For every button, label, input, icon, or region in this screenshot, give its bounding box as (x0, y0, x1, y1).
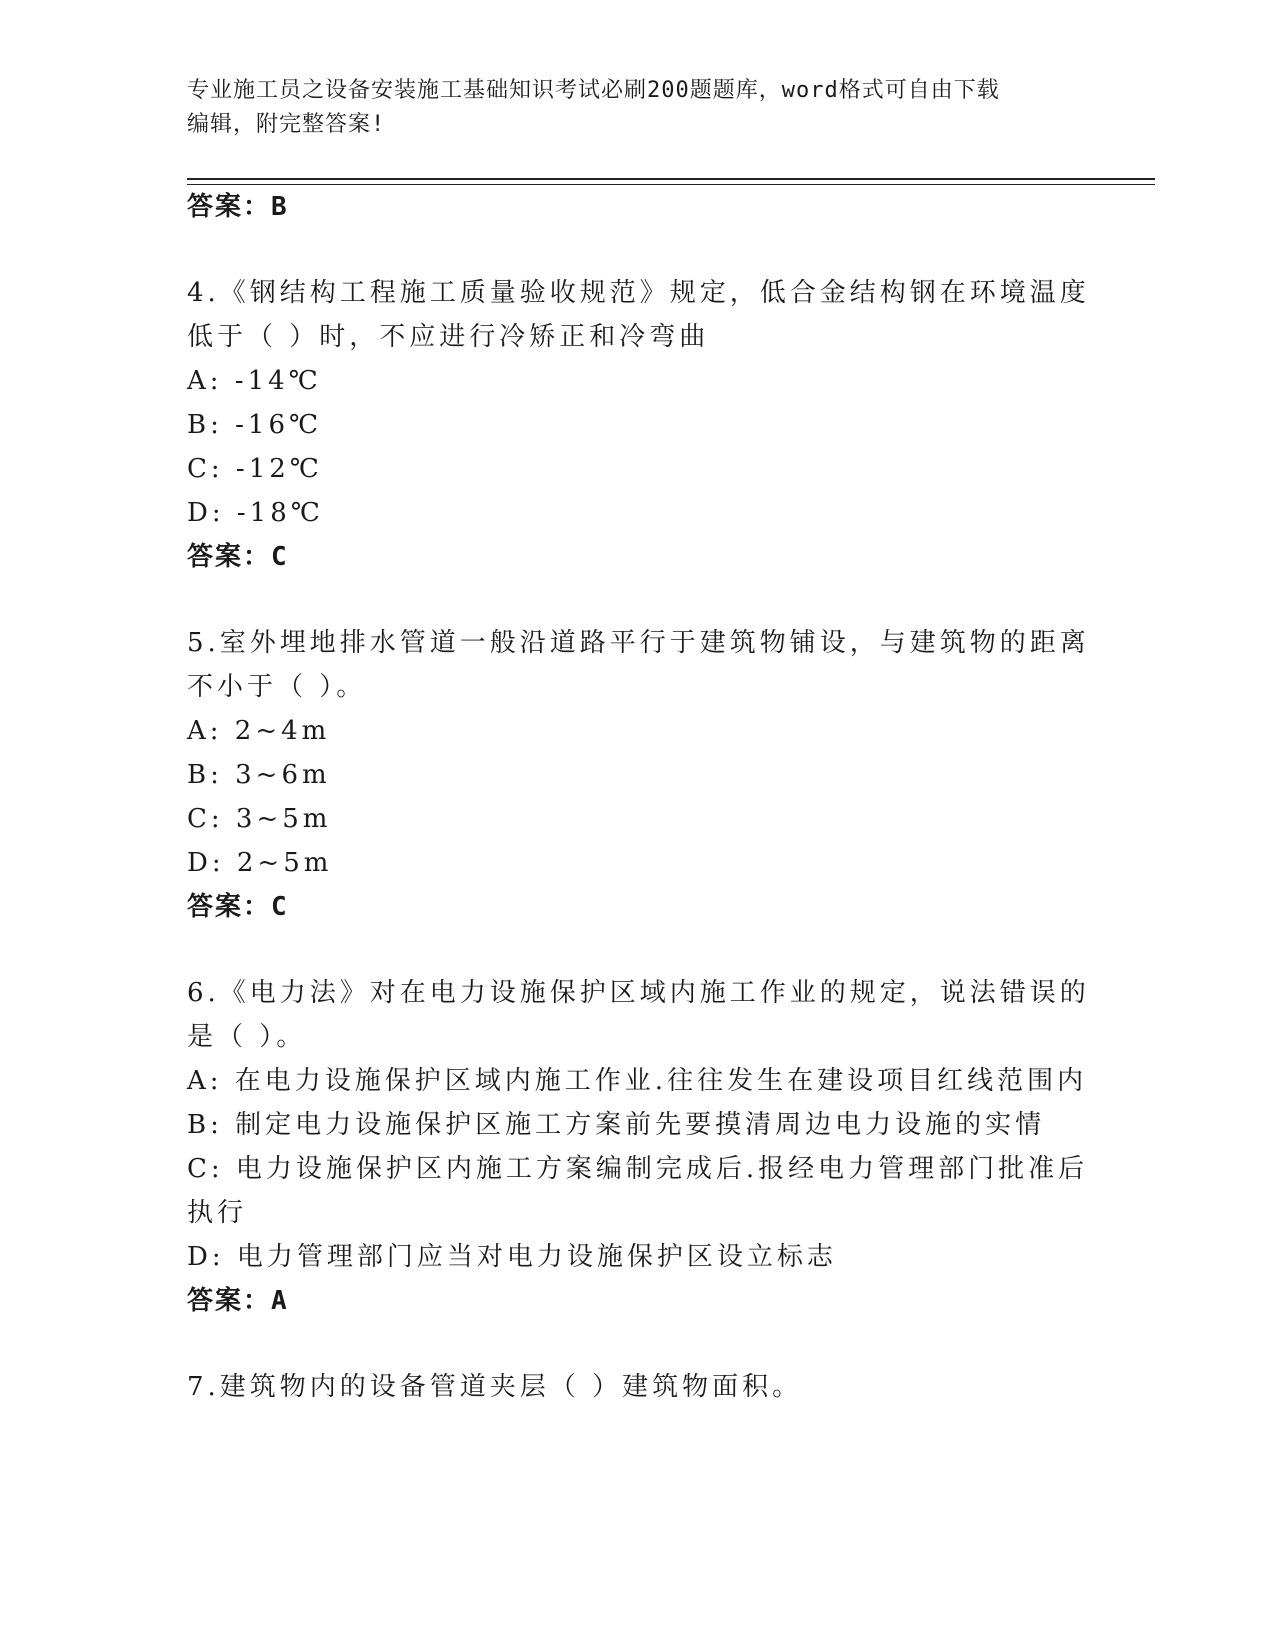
header-divider-thick (187, 178, 1155, 180)
q4-stem-line-1: 4.《钢结构工程施工质量验收规范》规定，低合金结构钢在环境温度 (187, 278, 1090, 308)
q6-option-c-line-1: C: 电力设施保护区内施工方案编制完成后.报经电力管理部门批准后 (187, 1154, 1089, 1184)
q4-option-d: D: -18℃ (187, 498, 324, 528)
q6-stem-line-1: 6.《电力法》对在电力设施保护区域内施工作业的规定，说法错误的 (187, 978, 1090, 1008)
q5-stem-line-2: 不小于（ ）。 (187, 672, 367, 702)
header-title-line-1: 专业施工员之设备安装施工基础知识考试必刷200题题库，word格式可自由下载 (187, 78, 1000, 103)
q5-stem-line-1: 5.室外埋地排水管道一般沿道路平行于建筑物铺设，与建筑物的距离 (187, 628, 1090, 658)
q6-option-b: B: 制定电力设施保护区施工方案前先要摸清周边电力设施的实情 (187, 1110, 1046, 1140)
q5-option-d: D: 2~5m (187, 848, 333, 878)
q5-answer: 答案：C (187, 892, 289, 922)
q5-option-c: C: 3~5m (187, 804, 332, 834)
q7-stem-line-1: 7.建筑物内的设备管道夹层（ ）建筑物面积。 (187, 1372, 803, 1402)
q6-option-c-line-2: 执行 (187, 1198, 248, 1228)
q5-option-b: B: 3~6m (187, 760, 331, 790)
q6-stem-line-2: 是（ ）。 (187, 1022, 307, 1052)
q4-stem-line-2: 低于（ ）时，不应进行冷矫正和冷弯曲 (187, 322, 710, 352)
q5-option-a: A: 2~4m (187, 716, 331, 746)
q3-answer: 答案：B (187, 192, 289, 222)
q6-option-a: A: 在电力设施保护区域内施工作业.往往发生在建设项目红线范围内 (187, 1066, 1088, 1096)
q4-option-b: B: -16℃ (187, 410, 323, 440)
q6-answer: 答案：A (187, 1286, 289, 1316)
q4-option-c: C: -12℃ (187, 454, 323, 484)
document-header (187, 74, 1067, 142)
q4-answer: 答案：C (187, 542, 289, 572)
q6-option-d: D: 电力管理部门应当对电力设施保护区设立标志 (187, 1242, 837, 1272)
header-title-line-2: 编辑，附完整答案! (187, 112, 386, 137)
header-divider-thin (187, 184, 1155, 185)
q4-option-a: A: -14℃ (187, 366, 322, 396)
